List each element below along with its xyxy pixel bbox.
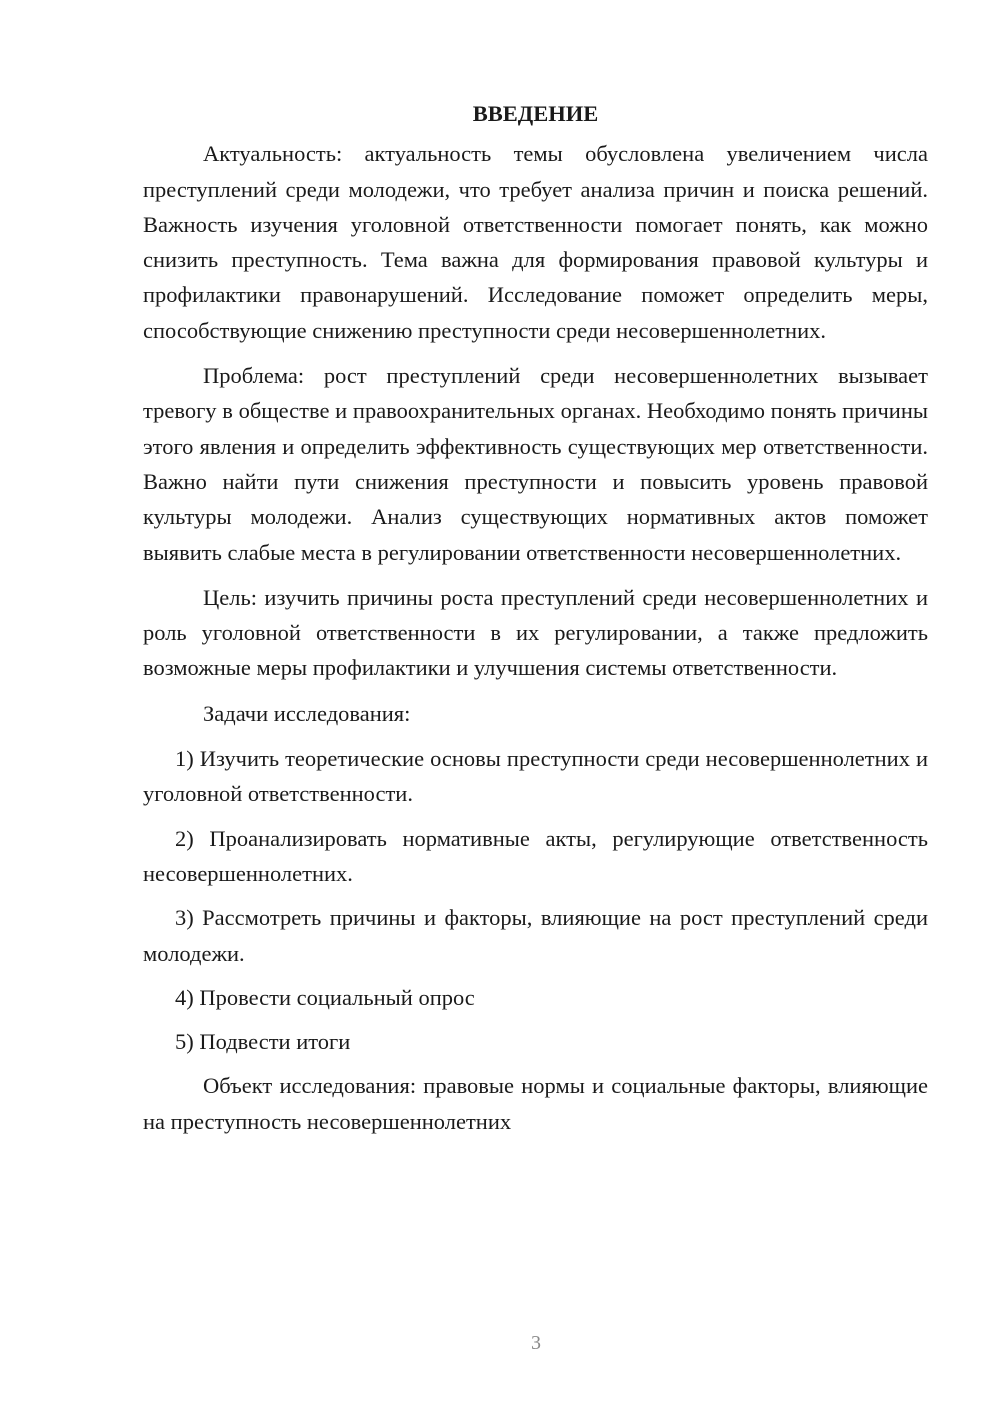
relevance-paragraph: Актуальность: актуальность темы обусловлена увеличением числа преступлений среди молодежи, что требует анализа причин и поиска решений. Важность изучения уголовной ответственности помогает понять, как можно снизить преступность. Тема важна для формирования правовой культуры и профилактики правонарушений. Исследование поможет определить меры, способствующие снижению преступности среди несовершеннолетних. (143, 141, 928, 343)
problem-paragraph: Проблема: рост преступлений среди несовершеннолетних вызывает тревогу в обществе и правоохранительных органах. Необходимо понять причины этого явления и определить эффективность существующих мер ответственности. Важно найти пути снижения преступности и повысить уровень правовой культуры молодежи. Анализ существующих нормативных актов поможет выявить слабые места в регулировании ответственности несовершеннолетних. (143, 363, 928, 565)
page-number: 3 (531, 1332, 541, 1354)
task-item: 2) Проанализировать нормативные акты, регулирующие ответственность несовершеннолетних. (143, 825, 928, 886)
task-item: 5) Подвести итоги (175, 1029, 351, 1055)
object-paragraph: Объект исследования: правовые нормы и социальные факторы, влияющие на преступность несовершеннолетних (143, 1073, 928, 1134)
task-item: 1) Изучить теоретические основы преступности среди несовершеннолетних и уголовной ответственности. (143, 746, 928, 807)
goal-paragraph: Цель: изучить причины роста преступлений среди несовершеннолетних и роль уголовной ответственности в их регулировании, а также предложить возможные меры профилактики и улучшения системы ответственности. (143, 584, 928, 681)
task-item: 4) Провести социальный опрос (175, 984, 475, 1010)
tasks-heading: Задачи исследования: (203, 700, 411, 726)
page-content (143, 96, 928, 1149)
task-item: 3) Рассмотреть причины и факторы, влияющие на рост преступлений среди молодежи. (143, 905, 928, 966)
section-title: ВВЕДЕНИЕ (472, 101, 599, 126)
